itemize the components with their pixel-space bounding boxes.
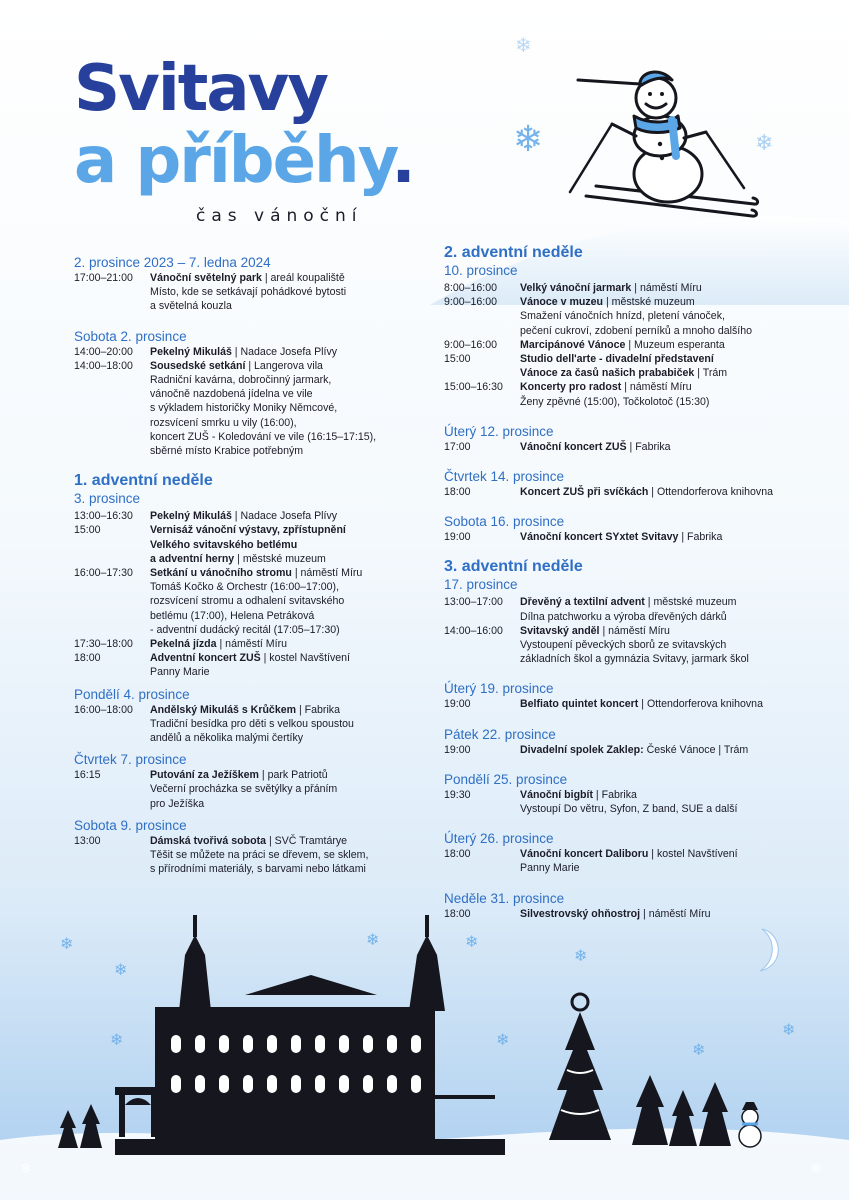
- event-venue: | Fabrika: [592, 788, 637, 801]
- event-name: Vánoční bigbít: [520, 788, 593, 801]
- event-name: Koncerty pro radost: [520, 381, 622, 394]
- section: [444, 680, 799, 711]
- event-venue: | náměstí Míru: [640, 907, 711, 920]
- event-venue: | kostel Navštívení: [260, 652, 350, 665]
- section-heading: 3. adventní neděle: [444, 558, 583, 576]
- event-venue: | Langerova vila: [245, 359, 323, 372]
- event: [74, 271, 429, 314]
- event-venue: | Muzeum esperanta: [625, 338, 725, 351]
- event-name: Pekelná jízda: [150, 638, 217, 651]
- event-time: 18:00: [444, 486, 471, 499]
- event: [444, 624, 799, 667]
- section-heading: 1. adventní neděle: [74, 472, 213, 490]
- section: [74, 751, 429, 811]
- event-detail: Dílna patchworku a výroba dřevěných dárků: [520, 610, 727, 623]
- event-name: Adventní koncert ZUŠ: [150, 652, 261, 665]
- section-heading: Pondělí 4. prosince: [74, 686, 190, 702]
- event-detail: a světelná kouzla: [150, 300, 232, 313]
- small-snowman-icon: [732, 1100, 768, 1150]
- event-detail: sběrné místo Krabice potřebným: [150, 445, 304, 458]
- title-line-1: Svitavy: [74, 52, 327, 126]
- section: [444, 830, 799, 875]
- section-heading: Úterý 19. prosince: [444, 681, 554, 697]
- event-time: 13:00: [74, 834, 101, 847]
- event-time: 15:00: [74, 524, 101, 537]
- event-time: 19:30: [444, 788, 471, 801]
- event-name: Dámská tvořivá sobota: [150, 834, 266, 847]
- section-heading: Neděle 31. prosince: [444, 890, 565, 906]
- event-venue: | Trám: [694, 367, 728, 380]
- title-dot: .: [391, 124, 414, 198]
- event-name: Pekelný Mikuláš: [150, 345, 232, 358]
- event-venue: | Fabrika: [296, 703, 340, 716]
- snowflake-icon: ❄: [110, 1032, 124, 1049]
- event-detail: rozsvícení smrku u vily (16:00),: [150, 416, 297, 429]
- event-venue: | Fabrika: [626, 440, 671, 453]
- event-name: Dřevěný a textilní advent: [520, 596, 645, 609]
- event-time: 14:00–16:00: [444, 624, 503, 637]
- event-name: Koncert ZUŠ při svíčkách: [520, 486, 649, 499]
- event: [444, 440, 799, 454]
- snowflake-icon: ❄: [465, 934, 479, 951]
- snowman-skiing-icon: [560, 66, 760, 226]
- event-venue: České Vánoce | Trám: [643, 743, 749, 756]
- event-time: 14:00–20:00: [74, 345, 133, 358]
- snowflake-icon: ❄: [366, 932, 380, 949]
- event-time: 9:00–16:00: [444, 338, 498, 351]
- event-name: Velký vánoční jarmark: [520, 282, 632, 294]
- section: [444, 513, 799, 544]
- event: [74, 566, 429, 637]
- event-name: Setkání u vánočního stromu: [150, 567, 292, 580]
- event-venue: | Fabrika: [678, 531, 723, 544]
- event-time: 18:00: [444, 907, 471, 920]
- section: [74, 686, 429, 746]
- event-name: Belfiato quintet koncert: [520, 698, 639, 711]
- section: [444, 423, 799, 454]
- event: [444, 281, 799, 295]
- castle-silhouette-icon: [115, 915, 505, 1155]
- event-time: 19:00: [444, 743, 471, 756]
- event-name: Marcipánové Vánoce: [520, 338, 626, 351]
- event-venue: | Nadace Josefa Plívy: [231, 345, 338, 358]
- section-heading: Pondělí 25. prosince: [444, 771, 568, 787]
- event: [444, 697, 799, 711]
- section: [444, 726, 799, 757]
- event-venue: | náměstí Míru: [599, 624, 670, 637]
- event-detail: s přírodními materiály, s barvami nebo látkami: [150, 863, 366, 876]
- event-detail: andělů a několika malými čertíky: [150, 732, 304, 745]
- event: [74, 345, 429, 359]
- event: [74, 834, 429, 877]
- event: [74, 509, 429, 523]
- event-detail: Vystoupí Do větru, Syfon, Z band, SUE a další: [520, 803, 738, 816]
- snowflake-icon: ❄: [515, 35, 532, 57]
- christmas-tree-icon: [58, 1110, 78, 1150]
- section-heading: Úterý 12. prosince: [444, 423, 554, 439]
- event-name: Vánoční koncert SYxtet Svitavy: [520, 531, 679, 544]
- event: [444, 788, 799, 816]
- event-venue: | park Patriotů: [258, 769, 328, 782]
- event-venue: | městské muzeum: [603, 296, 695, 309]
- event-detail: Vystoupení pěveckých sborů ze svitavských: [520, 639, 727, 652]
- event: [444, 338, 799, 352]
- moon-icon: [748, 925, 788, 975]
- snowflake-icon: ❄: [496, 1032, 510, 1049]
- section-subheading: 10. prosince: [444, 263, 518, 278]
- section: [444, 890, 799, 921]
- section-heading: Sobota 16. prosince: [444, 514, 565, 530]
- event-name: Putování za Ježíškem: [150, 769, 259, 782]
- schedule-left-column: [74, 254, 429, 883]
- event-venue: | Ottendorferova knihovna: [648, 486, 774, 499]
- christmas-tree-icon: [545, 990, 615, 1155]
- event-detail: Ženy zpěvné (15:00), Točkolotoč (15:30): [520, 395, 710, 408]
- event-venue: | SVČ Tramtárye: [266, 834, 348, 847]
- event-time: 13:00–16:30: [74, 510, 133, 523]
- event-venue: | městské muzeum: [644, 596, 737, 609]
- section: [74, 472, 429, 679]
- event: [74, 768, 429, 811]
- christmas-tree-icon: [80, 1104, 102, 1150]
- snowflake-icon: ❄: [513, 118, 544, 159]
- event: [74, 703, 429, 746]
- event: [74, 637, 429, 651]
- title-line-2-text: a příběhy: [74, 124, 392, 198]
- event-name: Vánoce v muzeu: [520, 296, 604, 309]
- event-detail: vánočně nazdobená jídelna ve vile: [150, 388, 313, 401]
- section: [444, 244, 799, 409]
- event: [444, 530, 799, 544]
- event-detail: rozsvícení stromu a odhalení svitavského: [150, 595, 345, 608]
- section: [444, 771, 799, 816]
- event-name: Velkého svitavského betlému: [150, 538, 298, 551]
- section-subheading: 3. prosince: [74, 491, 141, 507]
- event-time: 19:00: [444, 531, 471, 544]
- event: [444, 485, 799, 499]
- snowflake-icon: ❄: [114, 962, 128, 979]
- event-time: 17:00–21:00: [74, 272, 133, 284]
- event-detail: Panny Marie: [150, 666, 210, 679]
- section-heading: 2. adventní neděle: [444, 244, 583, 261]
- snowflake-icon: ❄: [755, 130, 774, 155]
- event: [444, 907, 799, 921]
- event: [444, 295, 799, 338]
- event-venue: | městské muzeum: [234, 552, 326, 565]
- event-detail: pečení cukroví, zdobení perníků a mnoho dalšího: [520, 324, 753, 337]
- event-detail: Panny Marie: [520, 862, 580, 875]
- event-name: a adventní herny: [150, 552, 235, 565]
- event-name: Sousedské setkání: [150, 359, 246, 372]
- snowflake-icon: ❄: [782, 1022, 796, 1039]
- section-heading: Čtvrtek 7. prosince: [74, 752, 187, 768]
- event-time: 18:00: [444, 848, 471, 861]
- event-name: Pekelný Mikuláš: [150, 510, 232, 523]
- event-venue: | náměstí Míru: [216, 638, 287, 651]
- event-venue: | Ottendorferova knihovna: [638, 698, 763, 711]
- section: [444, 558, 799, 666]
- christmas-tree-icon: [698, 1082, 732, 1150]
- event-time: 16:00–18:00: [74, 703, 133, 716]
- event-detail: Tradiční besídka pro děti s velkou spoustou: [150, 717, 354, 730]
- event-detail: Těšit se můžete na práci se dřevem, se sklem,: [150, 849, 369, 862]
- event-venue: | Nadace Josefa Plívy: [231, 510, 338, 523]
- event-detail: Radniční kavárna, dobročinný jarmark,: [150, 374, 332, 387]
- event-time: 16:00–17:30: [74, 567, 133, 580]
- event-name: Vánoce za časů našich prababiček: [520, 367, 695, 380]
- event-time: 15:00–16:30: [444, 381, 503, 394]
- title-line-2: [74, 124, 414, 198]
- event-time: 18:00: [74, 652, 101, 665]
- event-detail: - adventní dudácký recitál (17:05–17:30): [150, 623, 340, 636]
- event-detail: pro Ježíška: [150, 797, 205, 810]
- event-name: Svitavský anděl: [520, 624, 600, 637]
- event-name: Studio dell'arte - divadelní představení: [520, 353, 714, 366]
- event: [444, 743, 799, 757]
- christmas-tree-icon: [668, 1090, 698, 1150]
- event-venue: | areál koupaliště: [261, 272, 345, 284]
- event-name: Vernisáž vánoční výstavy, zpřístupnění: [150, 524, 346, 537]
- event: [444, 352, 799, 380]
- event-name: Andělský Mikuláš s Krůčkem: [150, 703, 297, 716]
- event-time: 14:00–18:00: [74, 359, 133, 372]
- section-heading: 2. prosince 2023 – 7. ledna 2024: [74, 255, 271, 270]
- event-time: 9:00–16:00: [444, 296, 498, 309]
- event-detail: základních škol a gymnázia Svitavy, jarmark škol: [520, 653, 749, 666]
- section: [74, 254, 429, 314]
- event-detail: Místo, kde se setkávají pohádkové bytosti: [150, 286, 347, 299]
- event-time: 16:15: [74, 769, 101, 782]
- event: [444, 595, 799, 623]
- section-heading: Sobota 9. prosince: [74, 817, 187, 833]
- section-heading: Pátek 22. prosince: [444, 726, 556, 742]
- event-detail: Večerní procházka se světýlky a přáním: [150, 783, 338, 796]
- event-venue: | náměstí Míru: [291, 567, 363, 580]
- event-time: 17:30–18:00: [74, 638, 133, 651]
- event-name: Silvestrovský ohňostroj: [520, 907, 641, 920]
- event-name: Vánoční světelný park: [150, 272, 262, 284]
- schedule-right-column: [444, 244, 799, 927]
- subtitle: čas vánoční: [196, 206, 363, 226]
- snowflake-icon: ❄: [60, 936, 74, 953]
- event-detail: koncert ZUŠ - Koledování ve vile (16:15–17:15),: [150, 430, 377, 443]
- event: [74, 359, 429, 458]
- event-venue: | náměstí Míru: [621, 381, 692, 394]
- snowflake-icon: ❄: [574, 948, 588, 965]
- event-detail: Tomáš Kočko & Orchestr (16:00–17:00),: [150, 581, 340, 594]
- section: [444, 468, 799, 499]
- event-detail: Smažení vánočních hnízd, pletení vánoček,: [520, 310, 725, 323]
- event: [444, 847, 799, 875]
- event: [444, 380, 799, 408]
- event: [74, 651, 429, 679]
- event-time: 13:00–17:00: [444, 596, 503, 609]
- snowflake-icon: ❄: [692, 1042, 706, 1059]
- section-heading: Sobota 2. prosince: [74, 328, 187, 344]
- event-name: Divadelní spolek Zaklep:: [520, 743, 644, 756]
- event-venue: | náměstí Míru: [631, 282, 702, 294]
- section: [74, 817, 429, 877]
- event-name: Vánoční koncert Daliboru: [520, 848, 649, 861]
- event-venue: | kostel Navštívení: [648, 848, 738, 861]
- christmas-tree-icon: [630, 1075, 670, 1150]
- section-heading: Úterý 26. prosince: [444, 831, 554, 847]
- section-heading: Čtvrtek 14. prosince: [444, 469, 565, 485]
- section: [74, 328, 429, 459]
- event-detail: betlému (17:00), Helena Petráková: [150, 609, 315, 622]
- section-subheading: 17. prosince: [444, 577, 518, 593]
- event-time: 15:00: [444, 353, 471, 366]
- event-name: Vánoční koncert ZUŠ: [520, 440, 627, 453]
- event-detail: s výkladem historičky Moniky Němcové,: [150, 402, 338, 415]
- event-time: 17:00: [444, 440, 471, 453]
- event-time: 8:00–16:00: [444, 282, 498, 294]
- event: [74, 523, 429, 566]
- event-time: 19:00: [444, 698, 471, 711]
